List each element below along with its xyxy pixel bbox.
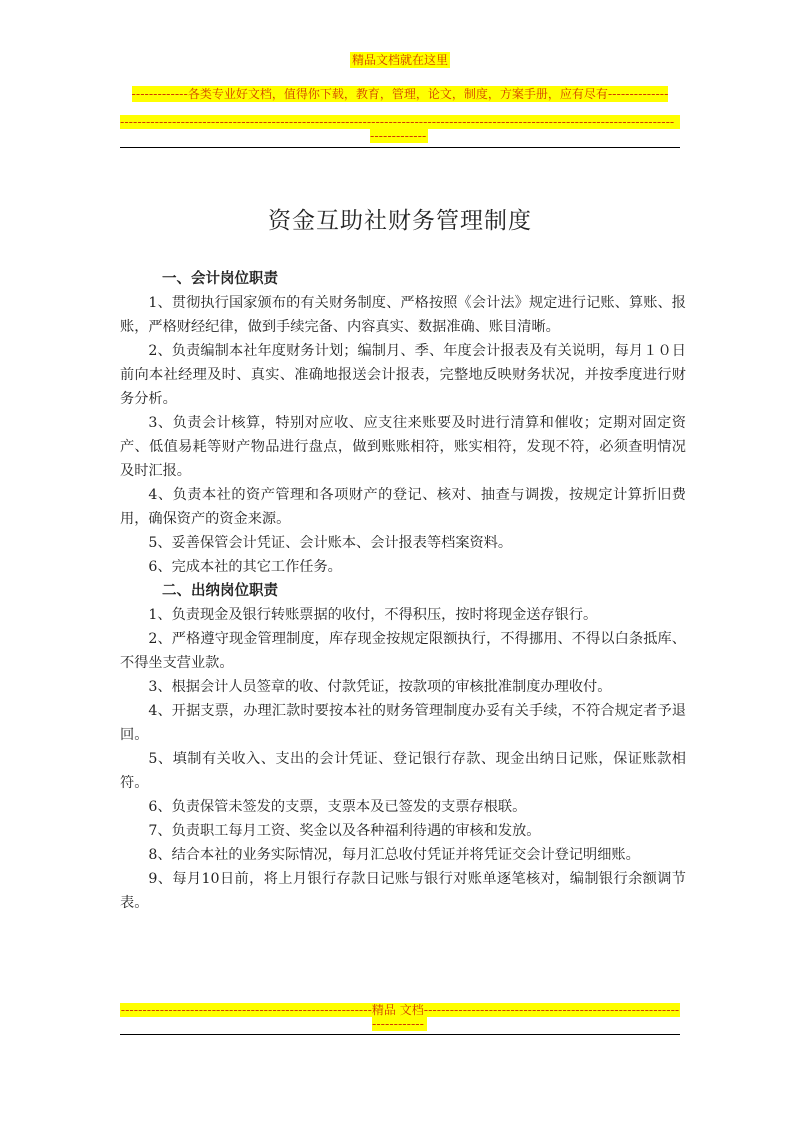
accounting-item-4: 4、负责本社的资产管理和各项财产的登记、核对、抽查与调拨，按规定计算折旧费用，确保资产的资金来源。 bbox=[120, 487, 686, 527]
accounting-item-6: 6、完成本社的其它工作任务。 bbox=[148, 559, 342, 575]
header-title bbox=[0, 51, 800, 68]
header-title-text: 精品文档就在这里 bbox=[351, 53, 448, 67]
header-banner-text: -------------各类专业好文档，值得你下载，教育，管理，论文，制度，方案手册，应有尽有-------------- bbox=[131, 87, 669, 101]
footer-label: 精品 文档 bbox=[371, 1003, 424, 1017]
header-dash-line-1: -------------------------------------------------------------------------------------------------------------------------------- bbox=[120, 115, 680, 129]
cashier-item-4: 4、开据支票，办理汇款时要按本社的财务管理制度办妥有关手续，不符合规定者予退回。 bbox=[120, 703, 686, 743]
cashier-item-7: 7、负责职工每月工资、奖金以及各种福利待遇的审核和发放。 bbox=[148, 823, 541, 839]
section-heading-cashier: 二、出纳岗位职责 bbox=[162, 583, 278, 599]
header-dash-separator bbox=[120, 115, 680, 143]
footer-dash-right: ----------------------------------------------------------- bbox=[423, 1003, 680, 1017]
accounting-item-5: 5、妥善保管会计凭证、会计账本、会计报表等档案资料。 bbox=[148, 535, 513, 551]
footer-dash-line-1 bbox=[120, 1003, 680, 1017]
cashier-item-9: 9、每月10日前，将上月银行存款日记账与银行对账单逐笔核对，编制银行余额调节表。 bbox=[120, 871, 686, 911]
section-heading-accounting: 一、会计岗位职责 bbox=[162, 271, 278, 287]
cashier-item-6: 6、负责保管未签发的支票，支票本及已签发的支票存根联。 bbox=[148, 799, 527, 815]
cashier-item-3: 3、根据会计人员签章的收、付款凭证，按款项的审核批准制度办理收付。 bbox=[148, 679, 612, 695]
footer-divider bbox=[120, 1034, 680, 1035]
document-body bbox=[120, 267, 686, 915]
footer-dash-left: ---------------------------------------------------------- bbox=[120, 1003, 372, 1017]
header-divider bbox=[120, 147, 680, 148]
header-banner bbox=[0, 85, 800, 102]
accounting-item-2: 2、负责编制本社年度财务计划；编制月、季、年度会计报表及有关说明，每月１０日前向本社经理及时、真实、准确地报送会计报表，完整地反映财务状况，并按季度进行财务分析。 bbox=[120, 343, 686, 407]
accounting-item-1: 1、贯彻执行国家颁布的有关财务制度、严格按照《会计法》规定进行记账、算账、报账，严格财经纪律，做到手续完备、内容真实、数据准确、账目清晰。 bbox=[120, 295, 686, 335]
accounting-item-3: 3、负责会计核算，特别对应收、应支往来账要及时进行清算和催收；定期对固定资产、低值易耗等财产物品进行盘点，做到账账相符，账实相符，发现不符，必须查明情况及时汇报。 bbox=[120, 415, 686, 479]
footer-banner bbox=[120, 1003, 680, 1031]
cashier-item-5: 5、填制有关收入、支出的会计凭证、登记银行存款、现金出纳日记账，保证账款相符。 bbox=[120, 751, 686, 791]
header-dash-line-2: ------------- bbox=[370, 129, 427, 143]
document-title: 资金互助社财务管理制度 bbox=[268, 208, 532, 234]
footer-dash-line-2: ------------ bbox=[372, 1017, 427, 1031]
cashier-item-8: 8、结合本社的业务实际情况，每月汇总收付凭证并将凭证交会计登记明细账。 bbox=[148, 847, 640, 863]
cashier-item-2: 2、严格遵守现金管理制度，库存现金按规定限额执行，不得挪用、不得以白条抵库、不得坐支营业款。 bbox=[120, 631, 686, 671]
cashier-item-1: 1、负责现金及银行转账票据的收付，不得积压，按时将现金送存银行。 bbox=[148, 607, 598, 623]
